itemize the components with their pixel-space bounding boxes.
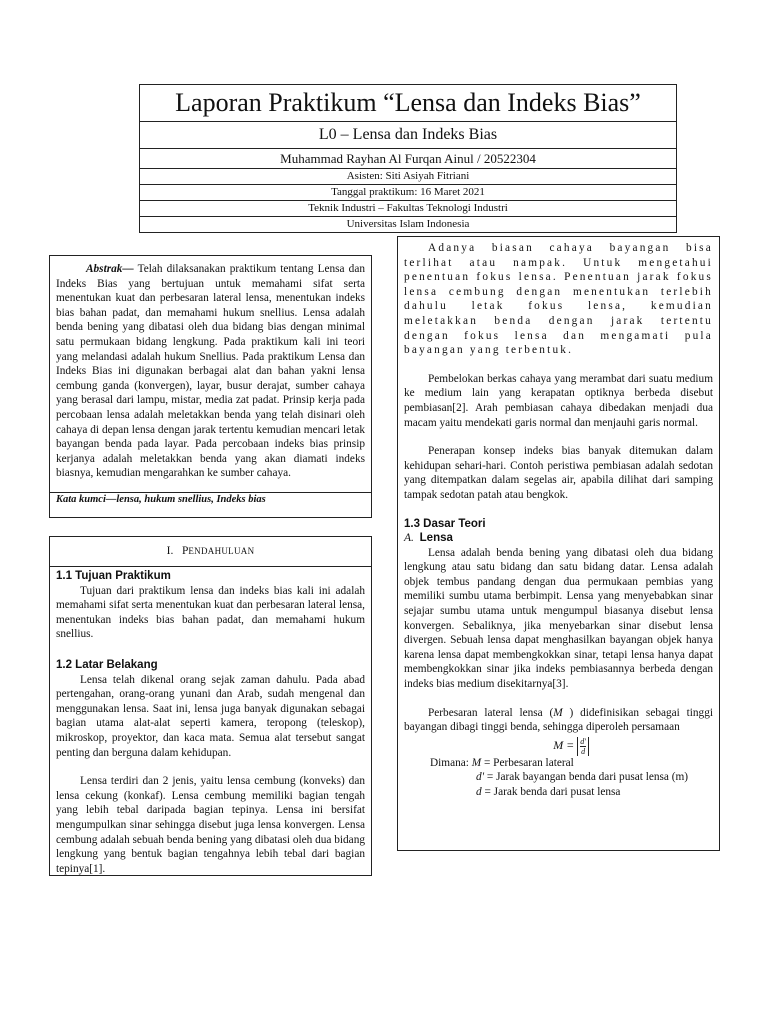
paragraph-pembelokan: Pembelokan berkas cahaya yang merambat dari suatu medium ke medium lain yang kerapatan optiknya berbeda disebut pembiasan[2]. Arah pembiasan cahaya dibedakan menjadi dua macam yaitu mendekati garis normal dan menjauhi garis normal. xyxy=(404,372,713,429)
paragraph-penerapan: Penerapan konsep indeks bias banyak ditemukan dalam kehidupan sehari-hari. Contoh peristiwa pembiasan adalah sedotan yang ditempatkan dalam segelas air, apabila dilihat dari samping tampak sedotan patah atau bengkok. xyxy=(404,445,713,501)
abstract-label: Abstrak— xyxy=(86,263,134,275)
report-title: Laporan Praktikum “Lensa dan Indeks Bias” xyxy=(140,85,676,122)
paragraph-latar-2: Lensa terdiri dan 2 jenis, yaitu lensa cembung (konveks) dan lensa cekung (konkaf). Lensa cembung memiliki bagian tengah yang lebih tebal daripada bagian tepinya. Lensa ini bersifat mengumpulkan sinar sehingga disebut juga lensa konvergen. Lensa cembung adalah sebuah benda bening yang dibatasi oleh dua bidang lengkung yang bentuk bagian tengahnya lebih tebal dari bagian tepinya[1]. xyxy=(56,775,365,875)
subsection-title-latar: 1.2 Latar Belakang xyxy=(56,658,158,671)
date-line: Tanggal praktikum: 16 Maret 2021 xyxy=(140,185,676,201)
subsection-title-dasar-teori: 1.3 Dasar Teori xyxy=(404,517,486,530)
right-column-box xyxy=(397,236,720,851)
subsection-title-tujuan: 1.1 Tujuan Praktikum xyxy=(56,570,171,582)
abstract-box xyxy=(49,255,372,518)
assistant-line: Asisten: Siti Asiyah Fitriani xyxy=(140,169,676,185)
paragraph-lensa: Lensa adalah benda bening yang dibatasi oleh dua bidang lengkung atau satu bidang dan satu bidang datar. Lensa adalah objek tembus pandang dengan dua permukaan pembias yang memiliki sumbu utama berbimpit. Lensa yang menyebabkan sinar sejajar sumbu utama untuk mengumpul biasanya disebut lensa konvergen. Sebaliknya, jika menyebarkan sinar disebut lensa divergen. Sebuah lensa dapat menghasilkan bayangan objek hanya karena lensa dapat membengkokkan sinar, tetapi lensa hanya dapat membengkokkan sinar jika indeks pembiasannya berbeda dengan indeks bias medium disekitarnya[3]. xyxy=(404,546,713,691)
subsubsection-title-lensa: A. Lensa xyxy=(404,532,453,545)
abstract-body: Telah dilaksanakan praktikum tentang Lensa dan Indeks Bias yang bertujuan untuk memahami sifat serta menentukan kuat dan perbesaran lateral lensa, menentukan indeks bias bahan padat, dan memahami hukum snellius. Lensa adalah benda bening yang dibatasi oleh dua bidang bias dengan minimal satu permukaan bidang lengkung. Pada praktikum kali ini teori yang melandasi adalah hukum Snellius. Pada praktikum Lensa dan Indeks Bias ini digunakan berbagai alat dan bahan yakni lensa cembung ganda (konvergen), layar, busur derajat, sumber cahaya yang berasal dari lampu, mistar, media zat padat. Prinsip kerja pada percobaan lensa adalah meletakkan benda yang telah disinari oleh cahaya di depan lensa dengan jarak tertentu kemudian mencari letak bayangan benda pada layar. Pada percobaan indeks bias prinsip kerjanya adalah meletakkan benda yang akan diamati indeks biasnya, kemudian mengarahkan ke sumber cahaya. xyxy=(56,263,365,480)
university-line: Universitas Islam Indonesia xyxy=(346,218,470,230)
department-line: Teknik Industri – Fakultas Teknologi Industri xyxy=(140,201,676,217)
paragraph-biasan: Adanya biasan cahaya bayangan bisa terlihat atau nampak. Untuk mengetahui penentuan fokus lensa. Penentuan jarak fokus lensa cembung dengan menentukan terlebih dahulu letak fokus lensa, kemudian meletakkan benda dengan jarak tertentu dengan fokus lensa dan mengamati pula bayangan yang terbentuk. xyxy=(404,242,713,357)
magnification-formula: M = $\frac{d'}{d}$ xyxy=(404,735,713,756)
title-block xyxy=(139,84,677,233)
report-subtitle: L0 – Lensa dan Indeks Bias xyxy=(140,122,676,149)
paragraph-tujuan: Tujuan dari praktikum lensa dan indeks bias kali ini adalah memahami sifat serta menentukan kuat dan perbesaran lateral lensa, menentukan indeks bias bahan padat, dan memahami hukum snellius. xyxy=(56,584,365,641)
introduction-box xyxy=(49,536,372,876)
formula-fraction: $\frac{d'}{d}$ xyxy=(577,737,589,756)
paragraph-latar-1: Lensa telah dikenal orang sejak zaman dahulu. Pada abad pertengahan, orang-orang yunani dan Arab, sudah mengenal dan menggunakan lensa. Saat ini, lensa juga banyak digunakan sebagai bagian utama alat-alat seperti kamera, teropong (teleskop), mikroskop, proyektor, dan kaca mata. Semua alat tersebut sangat penting dan berguna dalam kehidupan. xyxy=(56,673,365,759)
author-line: Muhammad Rayhan Al Furqan Ainul / 20522304 xyxy=(140,149,676,169)
abstract-text xyxy=(56,262,365,481)
paragraph-perbesaran: Perbesaran lateral lensa (M ) didefinisikan sebagai tinggi bayangan dibagi tinggi benda, sehingga diperoleh persamaan xyxy=(404,706,713,734)
section-heading-pendahuluan: I. PENDAHULUAN xyxy=(50,537,371,567)
variable-definitions: Dimana: M = Perbesaran lateral d' = Jarak bayangan benda dari pusat lensa (m) d = Jarak benda dari pusat lensa xyxy=(430,756,689,798)
keywords: Kata kumci—lensa, hukum snellius, Indeks bias xyxy=(50,492,371,506)
